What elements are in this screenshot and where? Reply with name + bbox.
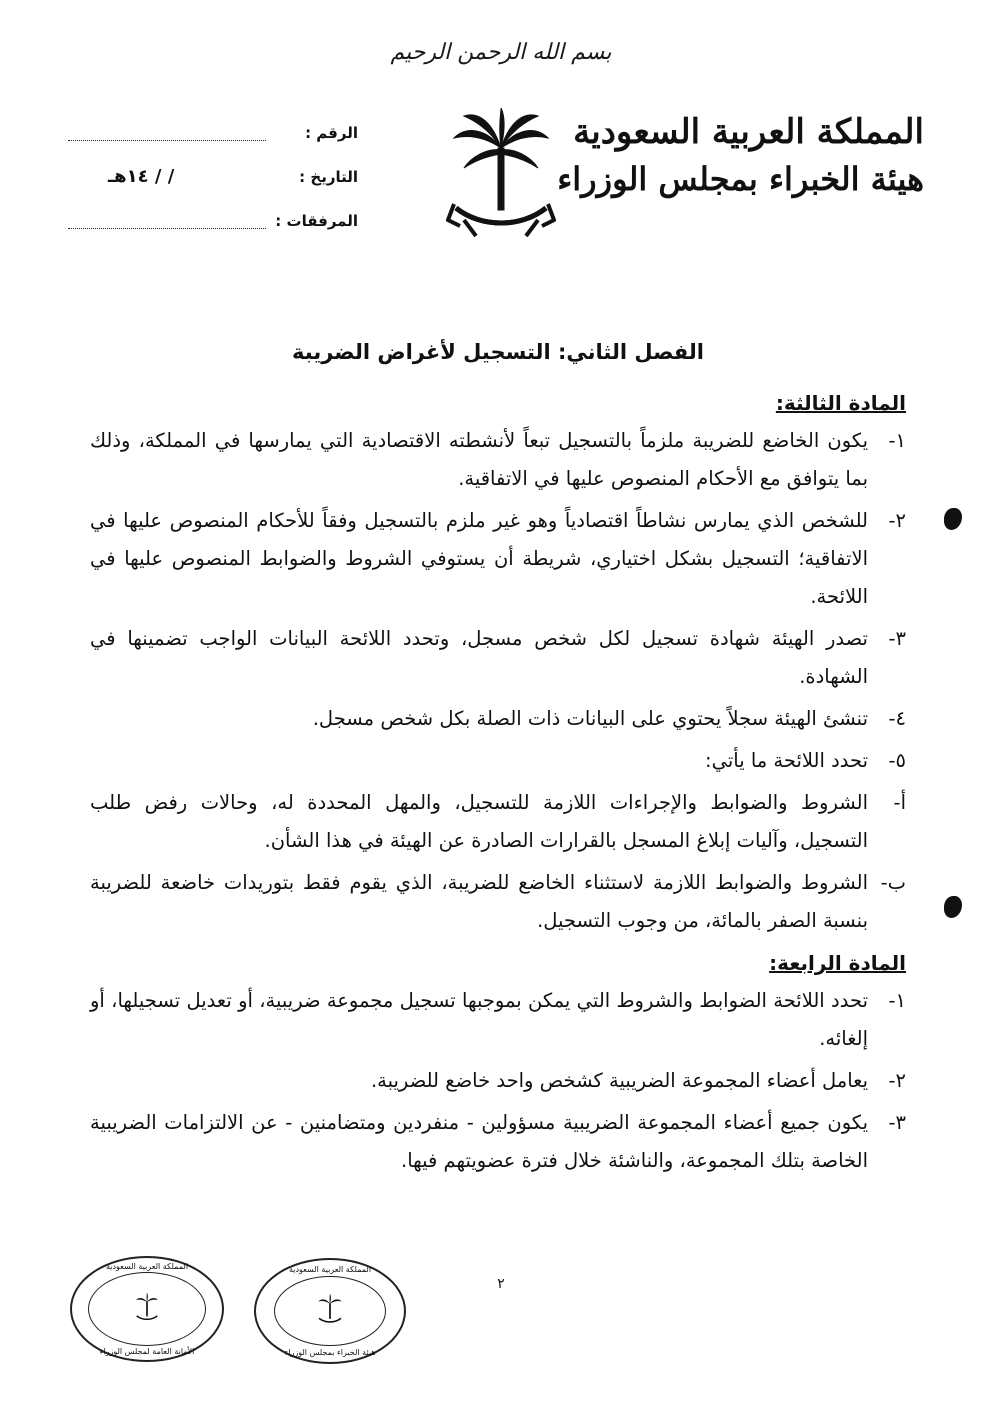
item-text: الشروط والضوابط والإجراءات اللازمة للتسجيل، والمهل المحددة له، وحالات رفض طلب التسجيل، وآليات إبلاغ المسجل بالقرارات الصادرة عن الهيئة في هذا الشأن. (90, 791, 868, 852)
date-value: / / ١٤هـ (108, 166, 175, 187)
item-number: ب- (880, 871, 906, 894)
list-item (90, 1104, 906, 1180)
sub-list-item (90, 864, 906, 940)
document-body (90, 340, 906, 1184)
basmala: بسم الله الرحمن الرحيم (390, 40, 612, 65)
ref-label: الرقم : (305, 124, 358, 142)
item-number: ٢- (888, 509, 906, 532)
attachments-row (58, 206, 358, 250)
item-text: يعامل أعضاء المجموعة الضريبية كشخص واحد خاضع للضريبة. (370, 1069, 868, 1092)
palm-swords-emblem-icon (315, 1294, 345, 1328)
article-3-title: المادة الثالثة: (775, 391, 906, 415)
item-text: تصدر الهيئة شهادة تسجيل لكل شخص مسجل، وتحدد اللائحة البيانات الواجب تضمينها في الشهادة. (90, 627, 868, 688)
item-text: يكون جميع أعضاء المجموعة الضريبية مسؤولين - منفردين ومتضامنين - عن الالتزامات الضريبية الخاصة بتلك المجموعة، والناشئة خلال فترة عضويتهم فيها. (90, 1111, 868, 1172)
list-item (90, 502, 906, 616)
letter-meta (58, 118, 358, 250)
item-text: الشروط والضوابط اللازمة لاستثناء الخاضع للضريبة، الذي يقوم فقط بتوريدات خاضعة للضريبة بنسبة الصفر بالمائة، من وجوب التسجيل. (90, 871, 868, 932)
list-item (90, 700, 906, 738)
list-item (90, 742, 906, 780)
stamp-bottom-text: هيئة الخبراء بمجلس الوزراء (284, 1348, 376, 1357)
attachments-line (68, 228, 266, 229)
date-row (58, 162, 358, 206)
page-number: ٢ (497, 1276, 505, 1292)
stamp-top-text: المملكة العربية السعودية (105, 1262, 189, 1271)
punch-hole (944, 896, 962, 918)
item-text: تحدد اللائحة الضوابط والشروط التي يمكن بموجبها تسجيل مجموعة ضريبية، أو تعديل تسجيلها، أو إلغائه. (90, 989, 868, 1050)
official-stamp (70, 1256, 224, 1362)
list-item (90, 982, 906, 1058)
official-stamp (254, 1258, 406, 1364)
org-line-1: المملكة العربية السعودية (573, 112, 924, 152)
article-4-title: المادة الرابعة: (769, 951, 906, 975)
item-text: تنشئ الهيئة سجلاً يحتوي على البيانات ذات الصلة بكل شخص مسجل. (312, 707, 868, 730)
attachments-label: المرفقات : (275, 212, 358, 230)
list-item (90, 620, 906, 696)
date-label: التاريخ : (299, 168, 358, 186)
ref-row (58, 118, 358, 162)
item-text: تحدد اللائحة ما يأتي: (705, 749, 868, 772)
palm-swords-emblem-icon (133, 1293, 161, 1325)
item-text: للشخص الذي يمارس نشاطاً اقتصادياً وهو غير ملزم بالتسجيل وفقاً للأحكام المنصوص عليها في الاتفاقية؛ التسجيل بشكل اختياري، شريطة أن يستوفي الشروط والضوابط المنصوص عليها في اللائحة. (90, 509, 868, 608)
chapter-title: الفصل الثاني: التسجيل لأغراض الضريبة (292, 340, 704, 364)
item-number: ٣- (888, 1111, 906, 1134)
item-number: أ- (893, 791, 906, 814)
item-number: ١- (888, 989, 906, 1012)
list-item (90, 1062, 906, 1100)
item-text: يكون الخاضع للضريبة ملزماً بالتسجيل تبعاً لأنشطته الاقتصادية التي يمارسها في المملكة، وذلك بما يتوافق مع الأحكام المنصوص عليها في الاتفاقية. (90, 429, 868, 490)
item-number: ٥- (888, 749, 906, 772)
stamp-bottom-text: الأمانة العامة لمجلس الوزراء (99, 1347, 195, 1356)
item-number: ٣- (888, 627, 906, 650)
org-line-2: هيئة الخبراء بمجلس الوزراء (557, 160, 924, 198)
organization-header (557, 108, 924, 202)
item-number: ١- (888, 429, 906, 452)
ref-line (68, 140, 266, 141)
item-number: ٢- (888, 1069, 906, 1092)
list-item (90, 422, 906, 498)
sub-list-item (90, 784, 906, 860)
punch-hole (944, 508, 962, 530)
item-number: ٤- (888, 707, 906, 730)
palm-swords-emblem-icon (446, 108, 556, 248)
stamp-top-text: المملكة العربية السعودية (288, 1265, 372, 1274)
